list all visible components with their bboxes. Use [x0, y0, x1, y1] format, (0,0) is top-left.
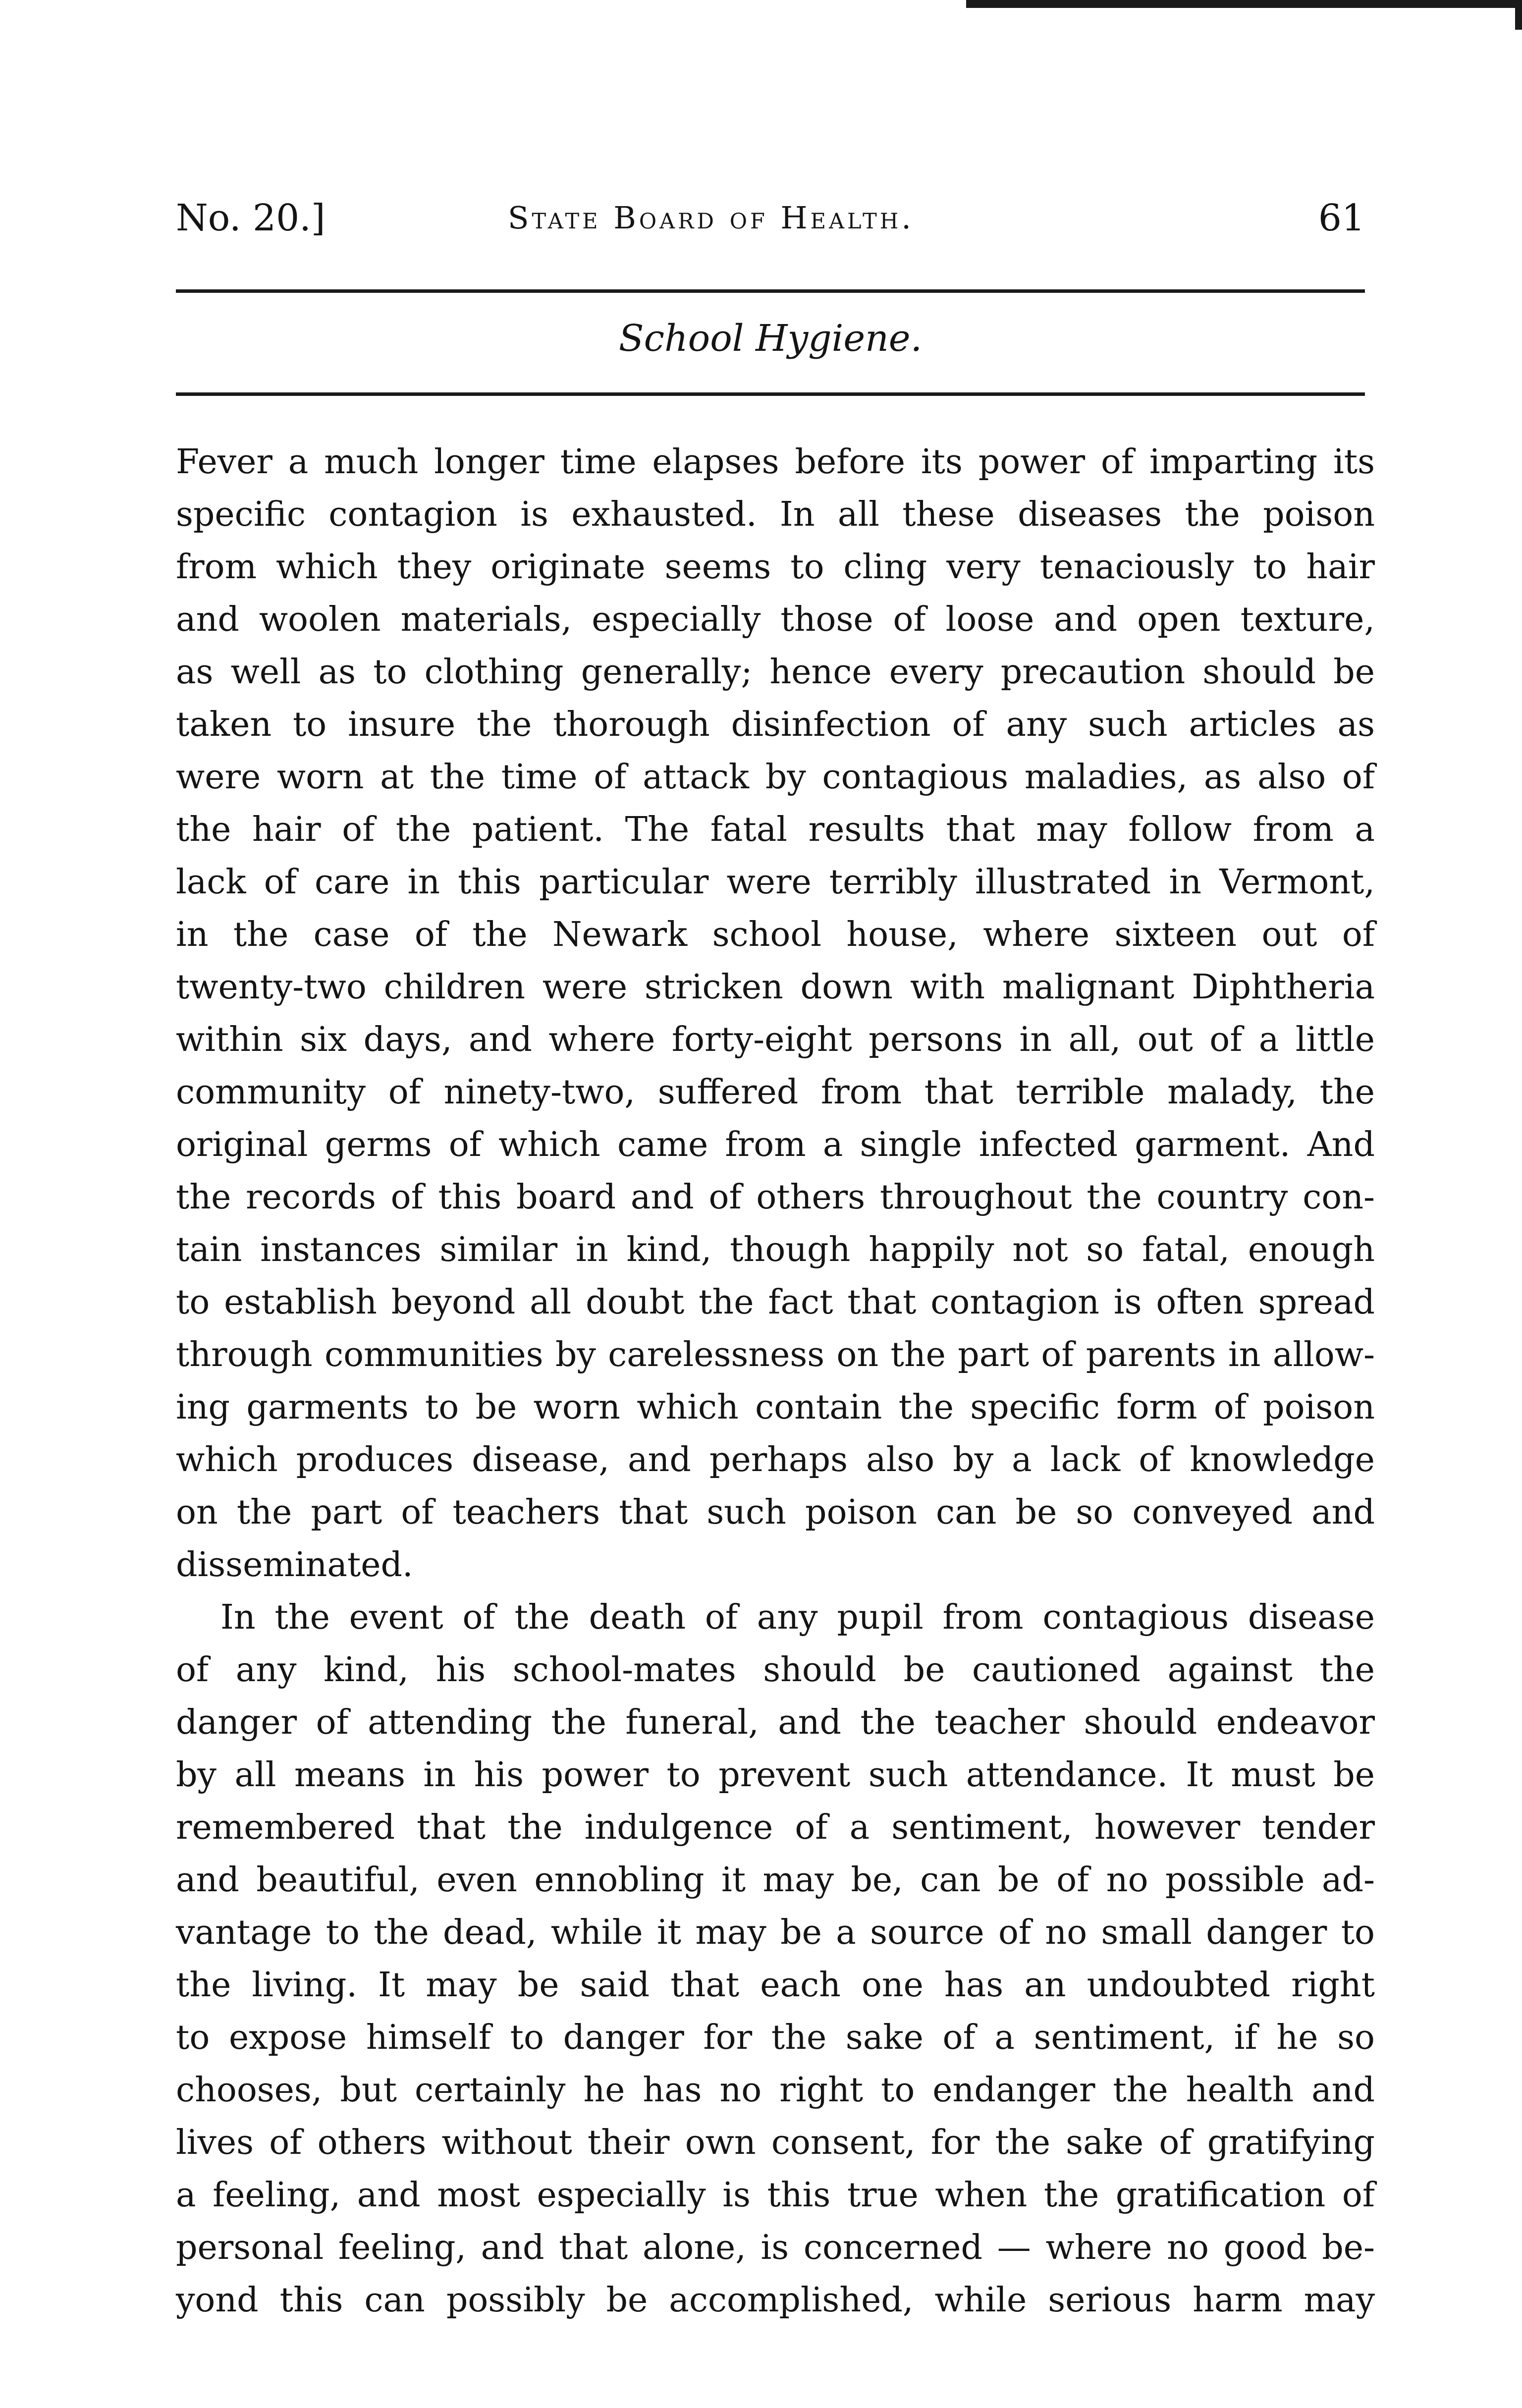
- text-line: yond this can possibly be accomplished, while serious harm may: [176, 2281, 1375, 2320]
- text-line: ing garments to be worn which contain the specific form of poison: [176, 1388, 1375, 1427]
- text-line: In the event of the death of any pupil from contagious disease: [220, 1598, 1375, 1637]
- text-line: of any kind, his school-mates should be cautioned against the: [176, 1650, 1375, 1690]
- text-line: the living. It may be said that each one has an undoubted right: [176, 1966, 1375, 2005]
- section-title: School Hygiene.: [618, 317, 923, 360]
- text-line: in the case of the Newark school house, where sixteen out of: [176, 915, 1375, 954]
- page-number: 61: [1318, 197, 1365, 239]
- text-line: were worn at the time of attack by contagious maladies, as also of: [176, 758, 1375, 797]
- text-line: the hair of the patient. The fatal results that may follow from a: [176, 810, 1375, 849]
- text-line: and beautiful, even ennobling it may be, can be of no possible ad-: [176, 1861, 1375, 1900]
- scan-edge-bar: [966, 0, 1522, 8]
- text-line: specific contagion is exhausted. In all these diseases the poison: [176, 495, 1375, 534]
- text-line: lives of others without their own consent, for the sake of gratifying: [176, 2123, 1375, 2162]
- section-rule: [176, 392, 1365, 396]
- text-line: remembered that the indulgence of a sentiment, however tender: [176, 1808, 1375, 1847]
- text-line: which produces disease, and perhaps also by a lack of knowledge: [176, 1440, 1375, 1479]
- text-line: a feeling, and most especially is this true when the gratification of: [176, 2176, 1375, 2215]
- text-line: to expose himself to danger for the sake of a sentiment, if he so: [176, 2018, 1375, 2057]
- text-line: disseminated.: [176, 1545, 413, 1585]
- text-line: original germs of which came from a single infected garment. And: [176, 1125, 1375, 1164]
- text-line: vantage to the dead, while it may be a source of no small danger to: [176, 1913, 1375, 1952]
- text-line: on the part of teachers that such poison can be so conveyed and: [176, 1493, 1375, 1532]
- text-line: twenty-two children were stricken down with malignant Diphtheria: [176, 968, 1375, 1007]
- text-line: from which they originate seems to cling very tenaciously to hair: [176, 547, 1375, 587]
- header-rule: [176, 289, 1365, 293]
- scan-edge-corner: [1515, 0, 1522, 30]
- text-line: and woolen materials, especially those of loose and open texture,: [176, 600, 1375, 639]
- text-line: tain instances similar in kind, though happily not so fatal, enough: [176, 1230, 1375, 1269]
- text-line: by all means in his power to prevent such attendance. It must be: [176, 1755, 1375, 1795]
- paragraph: [176, 436, 1375, 1591]
- text-line: through communities by carelessness on the part of parents in allow-: [176, 1335, 1375, 1374]
- document-number: No. 20.]: [176, 197, 326, 239]
- text-line: within six days, and where forty-eight persons in all, out of a little: [176, 1020, 1375, 1059]
- text-line: chooses, but certainly he has no right to endanger the health and: [176, 2071, 1375, 2110]
- running-title: State Board of Health.: [508, 200, 914, 236]
- body-text: [176, 436, 1375, 2327]
- text-line: personal feeling, and that alone, is concerned — where no good be-: [176, 2228, 1375, 2267]
- running-header: [176, 191, 1365, 245]
- text-line: as well as to clothing generally; hence every precaution should be: [176, 653, 1375, 692]
- text-line: lack of care in this particular were terribly illustrated in Vermont,: [176, 863, 1375, 902]
- text-line: taken to insure the thorough disinfection of any such articles as: [176, 705, 1375, 744]
- text-line: the records of this board and of others throughout the country con-: [176, 1178, 1375, 1217]
- text-line: community of ninety-two, suffered from that terrible malady, the: [176, 1073, 1375, 1112]
- text-line: danger of attending the funeral, and the teacher should endeavor: [176, 1703, 1375, 1742]
- paragraph: [176, 1591, 1375, 2327]
- text-line: to establish beyond all doubt the fact that contagion is often spread: [176, 1283, 1375, 1322]
- text-line: Fever a much longer time elapses before its power of imparting its: [176, 442, 1375, 482]
